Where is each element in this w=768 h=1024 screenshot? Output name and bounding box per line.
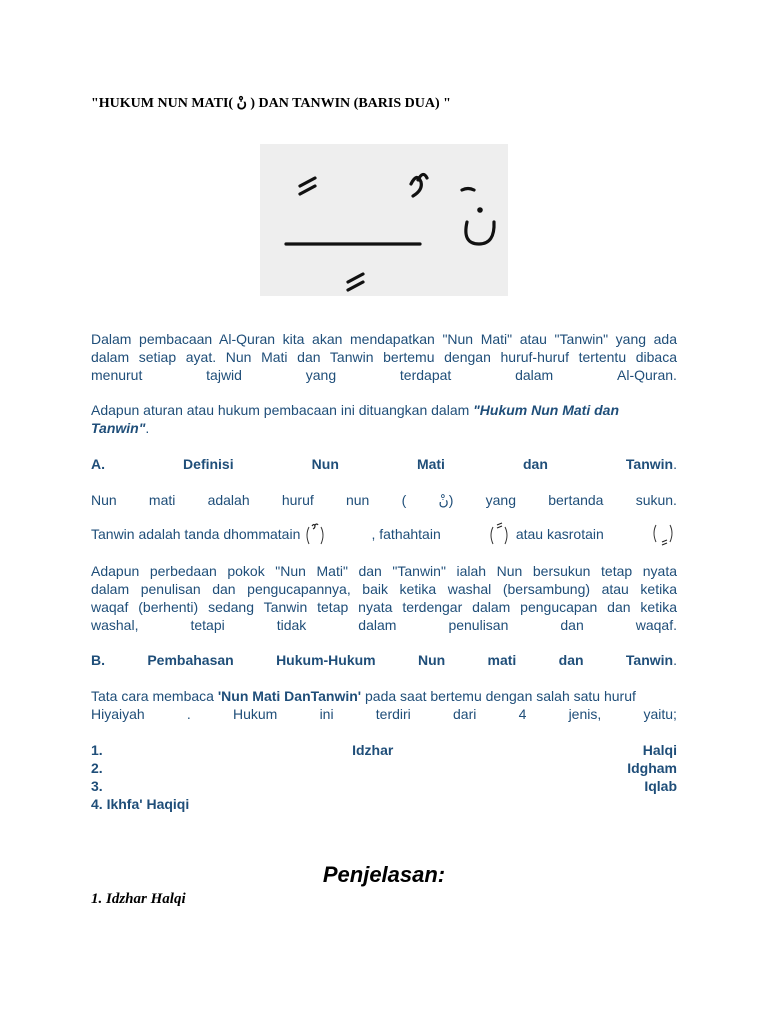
word: mati [487,652,517,668]
document-title: "HUKUM NUN MATI( نْ ) DAN TANWIN (BARIS DUA) " [91,96,451,111]
list-item [91,777,677,795]
kasrotain-icon [649,522,677,548]
list-number: 2. [91,760,103,776]
difference-line: dalam penulisan dan pengucapannya, baik ketika washal (bersambung) atau ketika [91,581,677,597]
rule-line [91,419,677,437]
word: huruf [281,492,314,508]
word: yang [305,367,337,383]
intro-line: Dalam pembacaan Al-Quran kita akan mendapatkan "Nun Mati" atau "Tanwin" yang ada [91,331,677,347]
word: penulisan [448,617,509,633]
word: terdiri [375,706,411,722]
word: adalah [207,492,250,508]
rule-line [91,401,677,419]
tanwin-text: atau kasrotain [515,526,604,542]
word: mati [148,492,176,508]
word: jenis, [568,706,602,722]
word: tidak [276,617,307,633]
intro-paragraph [91,330,677,384]
word: dalam [358,617,397,633]
method-line [91,705,677,723]
word: Mati [416,456,445,472]
tanwin-definition [91,522,677,548]
word: Hukum [233,706,278,722]
tanwin-segment [371,522,440,546]
section-a-heading [91,455,677,473]
tanwin-text: , fathahtain [371,526,441,542]
word: . [186,706,191,722]
list-number: 1. [91,742,103,758]
word: menurut [91,367,143,383]
word: Pembahasan [147,652,234,668]
list-number: 3. [91,778,103,794]
word: Nun [91,492,117,508]
penjelasan-heading: Penjelasan: [322,862,446,887]
tanwin-segment [649,522,677,548]
word: bertanda [548,492,604,508]
word: dan [558,652,584,668]
word: ini [319,706,334,722]
list-item [91,759,677,777]
word: dan [560,617,584,633]
rule-emphasis: Tanwin" [91,420,146,436]
section-a-end: . [673,456,677,472]
fathahtain-icon [486,522,512,548]
word: yang [485,492,516,508]
word: Tanwin [625,652,674,668]
tanwin-text: Tanwin adalah tanda dhommatain [91,526,301,542]
word: A. [91,456,105,472]
intro-line [91,366,677,384]
word: yaitu; [643,706,677,722]
method-text: Tata cara membaca [91,688,218,704]
list-item: 4. Ikhfa' Haqiqi [91,796,190,812]
word: washal, [91,617,139,633]
word: 4 [518,706,527,722]
list-item [91,741,677,759]
word: tajwid [206,367,242,383]
method-paragraph [91,687,677,723]
nun-mati-definition [91,491,677,509]
word: Al-Quran. [617,367,677,383]
hukum-list [91,741,677,813]
word: B. [91,652,105,668]
difference-line: waqaf (berhenti) sedang Tanwin tetap nyata terdengar dalam pengucapan dan ketika [91,599,677,615]
idzhar-halqi-subheading: 1. Idzhar Halqi [91,891,186,907]
difference-paragraph [91,562,677,634]
word: terdapat [399,367,452,383]
tanwin-harakat-figure [260,144,508,296]
word: ( [401,492,407,508]
word: نْ) [438,492,454,508]
word: nun [345,492,370,508]
tanwin-segment [486,522,604,548]
tanwin-harakat-illustration [260,144,508,296]
word: Hukum-Hukum [276,652,376,668]
word [626,455,677,473]
difference-line: Adapun perbedaan pokok "Nun Mati" dan "Tanwin" ialah Nun bersukun tetap nyata [91,563,677,579]
word: dari [453,706,477,722]
list-word: Halqi [642,742,677,758]
section-b-end: . [673,652,677,668]
word: sukun. [635,492,677,508]
rule-end: . [145,420,150,436]
difference-line [91,616,677,634]
word [626,651,677,669]
word: Hiyaiyah [91,706,145,722]
tanwin-segment [91,522,326,548]
list-word: Idgham [627,760,677,776]
section-b-heading [91,651,677,669]
rule-paragraph [91,401,677,437]
word: dan [522,456,548,472]
word: waqaf. [635,617,677,633]
method-line [91,687,677,705]
dhommatain-icon [304,522,326,548]
rule-text: Adapun aturan atau hukum pembacaan ini dituangkan dalam [91,402,474,418]
word: Tanwin [625,456,674,472]
list-word: Idzhar [352,742,394,758]
word: tetapi [190,617,225,633]
list-word: Iqlab [644,778,677,794]
word: Nun [311,456,339,472]
method-text: pada saat bertemu dengan salah satu huruf [361,688,636,704]
rule-emphasis: "Hukum Nun Mati dan [473,402,620,418]
intro-line: dalam setiap ayat. Nun Mati dan Tanwin bertemu dengan huruf-huruf tertentu dibaca [91,349,677,365]
word: Definisi [183,456,234,472]
method-bold: 'Nun Mati DanTanwin' [217,688,362,704]
word: dalam [515,367,554,383]
word: Nun [417,652,446,668]
